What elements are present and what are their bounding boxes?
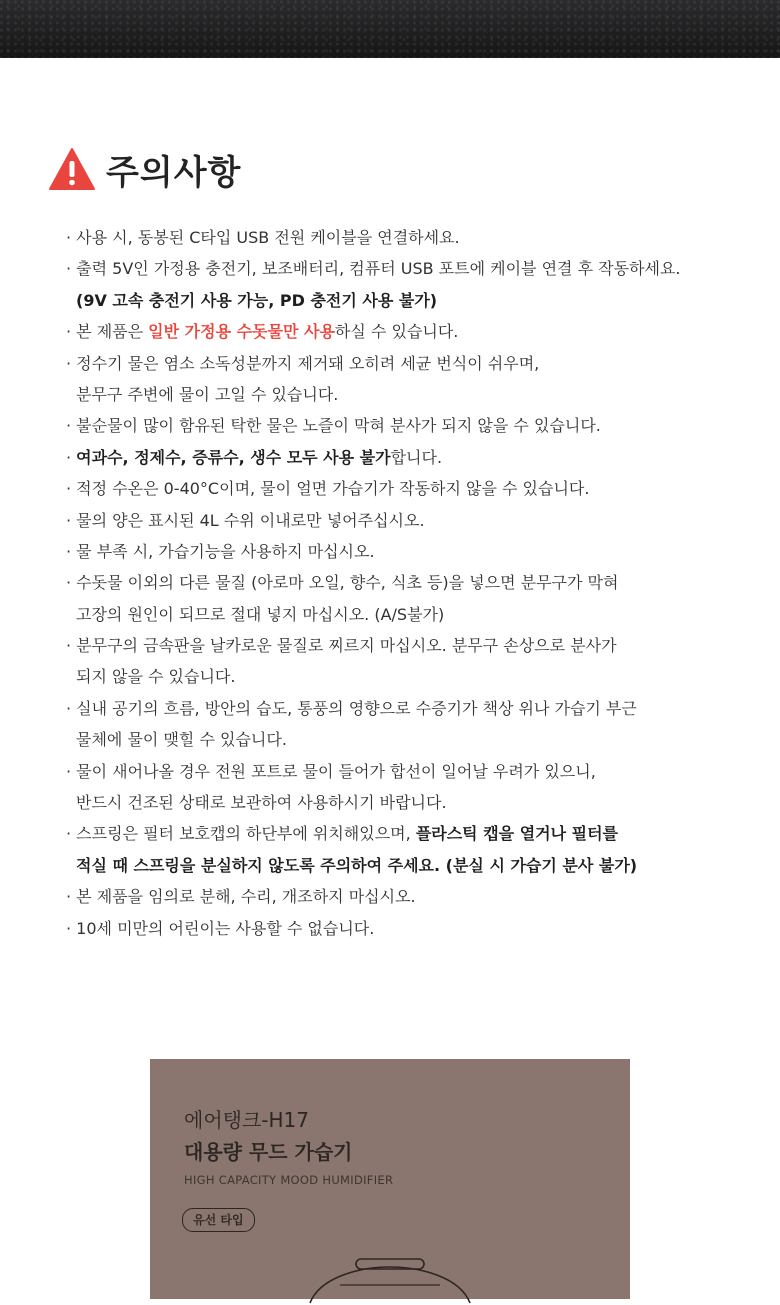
note-text: · 10세 미만의 어린이는 사용할 수 없습니다. [66, 918, 375, 938]
warning-triangle-icon [48, 147, 96, 191]
caution-note [66, 253, 726, 284]
caution-note [66, 410, 726, 441]
note-text: · 수돗물 이외의 다른 물질 (아로마 오일, 향수, 식초 등)을 넣으면 분무구가 막혀 [66, 573, 619, 593]
note-text: · 본 제품을 임의로 분해, 수리, 개조하지 마십시오. [66, 887, 416, 907]
note-text: · 정수기 물은 염소 소독성분까지 제거돼 오히려 세균 번식이 쉬우며, [66, 353, 540, 373]
note-text: 분무구 주변에 물이 고일 수 있습니다. [76, 384, 339, 404]
note-emphasis: 플라스틱 캡을 열거나 필터를 [415, 824, 618, 844]
product-subtitle: 대용량 무드 가습기 [184, 1140, 353, 1164]
note-text: · 스프링은 필터 보호캡의 하단부에 위치해있으며, [66, 824, 416, 844]
note-text: 되지 않을 수 있습니다. [76, 667, 236, 687]
caution-note [66, 881, 726, 912]
caution-note-continued [66, 850, 726, 881]
caution-note [66, 756, 726, 787]
note-highlight-red: 일반 가정용 수돗물만 사용 [148, 322, 335, 342]
top-texture-band [0, 0, 780, 58]
caution-heading [48, 146, 241, 192]
caution-note [66, 693, 726, 724]
note-text: · 실내 공기의 흐름, 방안의 습도, 통풍의 영향으로 수증기가 책상 위나 가습기 부근 [66, 698, 637, 718]
note-text: 하실 수 있습니다. [334, 322, 459, 342]
note-text: · 출력 5V인 가정용 충전기, 보조배터리, 컴퓨터 USB 포트에 케이블 연결 후 작동하세요. [66, 259, 681, 279]
caution-note [66, 505, 726, 536]
note-emphasis: 적실 때 스프링을 분실하지 않도록 주의하여 주세요. (분실 시 가습기 분사 불가) [76, 855, 638, 875]
note-text: · 본 제품은 [66, 322, 149, 342]
caution-note [66, 222, 726, 253]
product-name: 에어탱크-H17 [184, 1108, 309, 1132]
caution-note-continued [66, 379, 726, 410]
note-emphasis: (9V 고속 충전기 사용 가능, PD 충전기 사용 불가) [76, 290, 438, 310]
humidifier-outline-icon [300, 1255, 480, 1305]
caution-note [66, 536, 726, 567]
note-text: 물체에 물이 맺힐 수 있습니다. [76, 730, 287, 750]
note-text: · 불순물이 많이 함유된 탁한 물은 노즐이 막혀 분사가 되지 않을 수 있습니다. [66, 416, 601, 436]
note-text: · 물 부족 시, 가습기능을 사용하지 마십시오. [66, 541, 375, 561]
caution-note [66, 442, 726, 473]
product-card [150, 1059, 630, 1299]
note-text: · 적정 수온은 0-40°C이며, 물이 얼면 가습기가 작동하지 않을 수 있습니다. [66, 479, 590, 499]
caution-note-continued [66, 661, 726, 692]
product-type-badge: 유선 타입 [182, 1208, 255, 1232]
caution-note [66, 818, 726, 849]
caution-note-continued [66, 285, 726, 316]
caution-note-continued [66, 787, 726, 818]
note-emphasis: 여과수, 정제수, 증류수, 생수 모두 사용 불가 [76, 447, 391, 467]
caution-note-continued [66, 724, 726, 755]
note-text: 합니다. [390, 447, 443, 467]
caution-note [66, 473, 726, 504]
note-text: 고장의 원인이 되므로 절대 넣지 마십시오. (A/S불가) [76, 604, 445, 624]
caution-note [66, 567, 726, 598]
note-text: · 분무구의 금속판을 날카로운 물질로 찌르지 마십시오. 분무구 손상으로 분사가 [66, 636, 617, 656]
caution-title: 주의사항 [106, 152, 242, 193]
caution-list [66, 222, 726, 944]
caution-note [66, 630, 726, 661]
caution-note [66, 348, 726, 379]
note-text: 반드시 건조된 상태로 보관하여 사용하시기 바랍니다. [76, 793, 447, 813]
caution-note [66, 316, 726, 347]
note-text: · [66, 447, 77, 467]
caution-note-continued [66, 599, 726, 630]
note-text: · 물의 양은 표시된 4L 수위 이내로만 넣어주십시오. [66, 510, 425, 530]
note-text: · 물이 새어나올 경우 전원 포트로 물이 들어가 합선이 일어날 우려가 있으니, [66, 761, 596, 781]
note-text: · 사용 시, 동봉된 C타입 USB 전원 케이블을 연결하세요. [66, 228, 460, 247]
caution-note [66, 913, 726, 944]
product-english-name: HIGH CAPACITY MOOD HUMIDIFIER [184, 1173, 394, 1187]
